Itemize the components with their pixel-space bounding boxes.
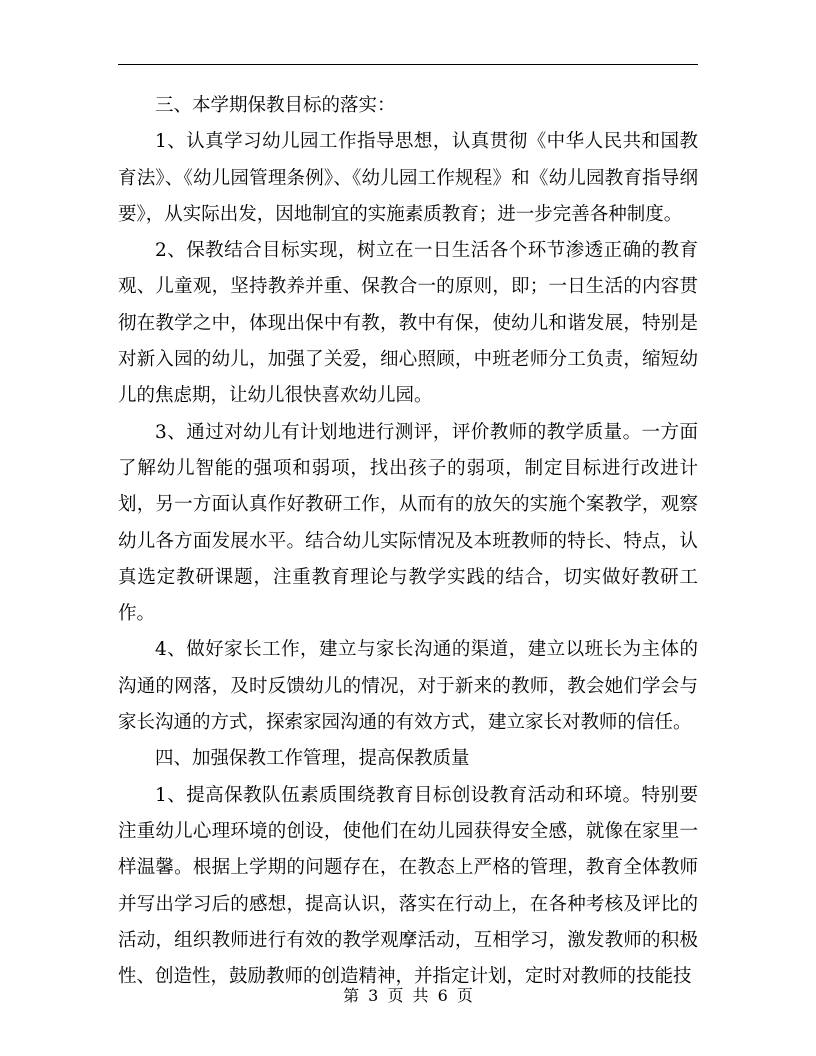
- page-footer: 第 3 页 共 6 页: [343, 986, 473, 1005]
- paragraph-item-1: 1、认真学习幼儿园工作指导思想，认真贯彻《中华人民共和国教育法》、《幼儿园管理条例》、《幼儿园工作规程》和《幼儿园教育指导纲要》，从实际出发，因地制宜的实施素质教育；进一步完善各种制度。: [118, 131, 698, 225]
- section-heading-3: 三、本学期保教目标的落实：: [155, 95, 396, 116]
- paragraph-item-3: 3、通过对幼儿有计划地进行测评，评价教师的教学质量。一方面了解幼儿智能的强项和弱项，找出孩子的弱项，制定目标进行改进计划，另一方面认真作好教研工作，从而有的放矢的实施个案教学，观察幼儿各方面发展水平。结合幼儿实际情况及本班教师的特长、特点，认真选定教研课题，注重教育理论与教学实践的结合，切实做好教研工作。: [118, 421, 698, 625]
- paragraph-item-4-1: 1、提高保教队伍素质围绕教育目标创设教育活动和环境。特别要注重幼儿心理环境的创设，使他们在幼儿园获得安全感，就像在家里一样温馨。根据上学期的问题存在，在教态上严格的管理，教育全体教师并写出学习后的感想，提高认识，落实在行动上，在各种考核及评比的活动，组织教师进行有效的教学观摩活动，互相学习，激发教师的积极性、创造性，鼓励教师的创造精神，并指定计划，定时对教师的技能技: [118, 784, 698, 988]
- paragraph-item-4: 4、做好家长工作，建立与家长沟通的渠道，建立以班长为主体的沟通的网落，及时反馈幼儿的情况，对于新来的教师，教会她们学会与家长沟通的方式，探索家园沟通的有效方式，建立家长对教师的信任。: [118, 639, 698, 734]
- document-body: [118, 88, 698, 995]
- header-rule: [118, 64, 698, 65]
- paragraph-item-2: 2、保教结合目标实现，树立在一日生活各个环节渗透正确的教育观、儿童观，坚持教养并重、保教合一的原则，即；一日生活的内容贯彻在教学之中，体现出保中有教，教中有保，使幼儿和谐发展，特别是对新入园的幼儿，加强了关爱，细心照顾，中班老师分工负责，缩短幼儿的焦虑期，让幼儿很快喜欢幼儿园。: [118, 240, 698, 407]
- section-heading-4: 四、加强保教工作管理，提高保教质量: [155, 748, 470, 770]
